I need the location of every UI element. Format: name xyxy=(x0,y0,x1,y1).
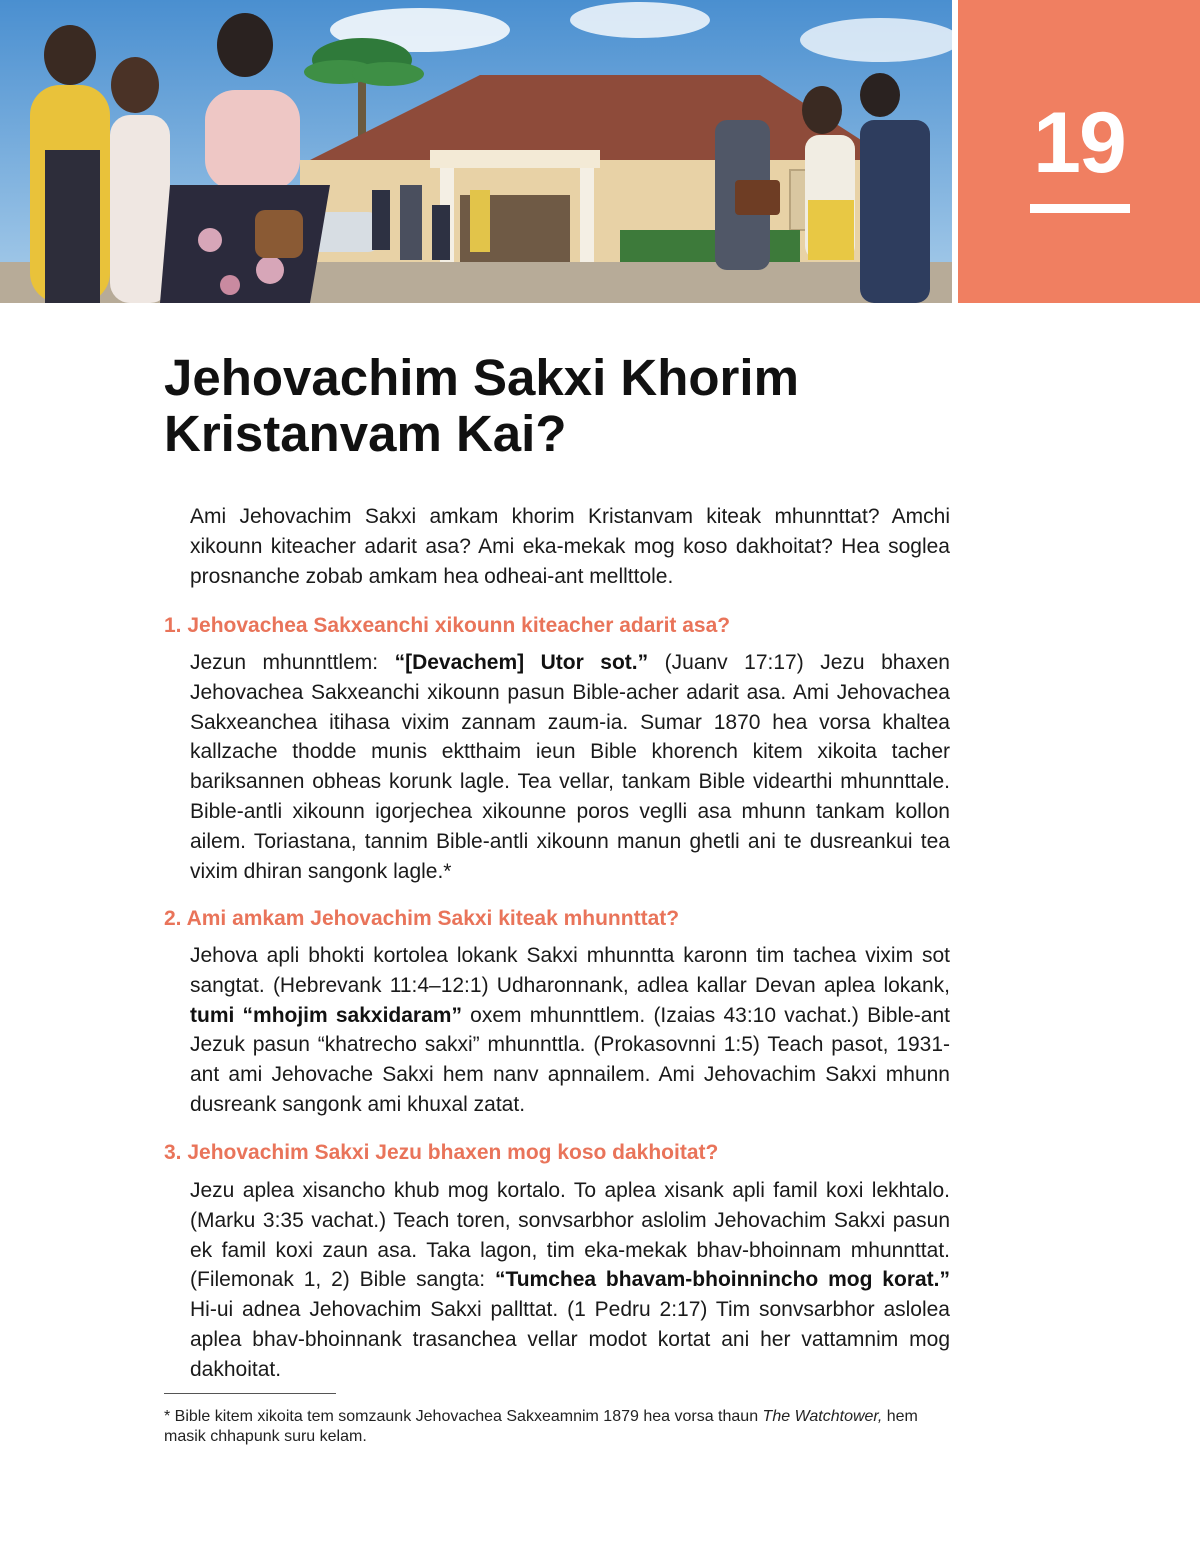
question-1-heading: 1. Jehovachea Sakxeanchi xikounn kiteacher adarit asa? xyxy=(164,614,731,637)
page-title-line-2: Kristanvam Kai? xyxy=(164,405,567,462)
footnote-text-end: hem masik chhapunk suru kelam. xyxy=(164,1408,918,1445)
q2-bold-quote: tumi “mhojim sakxidaram” xyxy=(190,1003,462,1027)
q2-text-start: Jehova apli bhokti kortolea lokank Sakxi mhunntta karonn tim tachea vixim sot sangtat. (Hebrevank 11:4–12:1) Udharonnank, adlea kallar Devan aplea lokank, xyxy=(190,944,950,997)
question-2-heading: 2. Ami amkam Jehovachim Sakxi kiteak mhunnttat? xyxy=(164,907,680,930)
footnote-divider xyxy=(164,1393,336,1394)
footnote-text-start: * Bible kitem xikoita tem somzaunk Jehovachea Sakxeamnim 1879 hea vorsa thaun xyxy=(164,1408,763,1425)
question-1-paragraph xyxy=(190,648,950,886)
q2-text-end: oxem mhunnttlem. (Izaias 43:10 vachat.) Bible-ant Jezuk pasun “khatrecho sakxi” mhunnttla. (Prokasovnni 1:5) Teach pasot, 1931-ant ami Jehovache Sakxi hem nanv apnnailem. Ami Jehovachim Sakxi mhunn dusreank sangonk ami khuxal zatat. xyxy=(190,1003,950,1116)
question-3-heading: 3. Jehovachim Sakxi Jezu bhaxen mog koso dakhoitat? xyxy=(164,1141,719,1164)
q1-bold-quote: “[Devachem] Utor sot.” xyxy=(394,651,649,674)
q1-text-end: (Juanv 17:17) Jezu bhaxen Jehovachea Sakxeanchi xikounn pasun Bible-acher adarit asa. Ami Jehovachea Sakxeanchea itihasa vixim zannam zaum-ia. Sumar 1870 hea vorsa khaltea kallzache thodde munis ektthaim ieun Bible khorench kitem xikoita tacher bariksannen obheas korunk lagle. Tea vellar, tankam Bible videarthi mhunnttale. Bible-antli xikounn igorjechea xikounne poros veglli asa mhunn tankam kollon ailem. Toriastana, tannim Bible-antli xikounn manun ghetli ani te dusreankui tea vixim dhiran sangonk lagle.* xyxy=(190,651,950,883)
q3-text-end: Hi-ui adnea Jehovachim Sakxi pallttat. (1 Pedru 2:17) Tim sonvsarbhor aslolea aplea bhav-bhoinnank trasanchea vellar modot kortat ani her vattamnim mog dakhoitat. xyxy=(190,1298,950,1381)
page-title-line-1: Jehovachim Sakxi Khorim xyxy=(164,349,799,406)
q1-text-start: Jezun mhunnttlem: xyxy=(190,651,395,674)
intro-paragraph: Ami Jehovachim Sakxi amkam khorim Kristanvam kiteak mhunnttat? Amchi xikounn kiteacher adarit asa? Ami eka-mekak mog koso dakhoitat? Hea soglea prosnanche zobab amkam hea odheai-ant mellttole. xyxy=(190,505,950,588)
footnote xyxy=(164,1407,924,1447)
q3-bold-quote: “Tumchea bhavam-bhoinnincho mog korat.” xyxy=(494,1268,950,1292)
question-2-paragraph xyxy=(190,941,950,1120)
page-title xyxy=(164,350,944,462)
lesson-number: 19 xyxy=(1033,95,1125,191)
q3-text-start: Jezu aplea xisancho khub mog kortalo. To aplea xisank apli famil koxi lekhtalo. (Marku 3:35 vachat.) Teach toren, sonvsarbhor aslolim Jehovachim Sakxi pasun ek famil koxi zaun asa. Taka lagon, tim eka-mekak bhav-bhoinnam mhunnttat. (Filemonak 1, 2) Bible sangta: xyxy=(190,1179,950,1292)
question-3-paragraph xyxy=(190,1176,950,1385)
footnote-publication-title: The Watchtower, xyxy=(762,1408,883,1425)
